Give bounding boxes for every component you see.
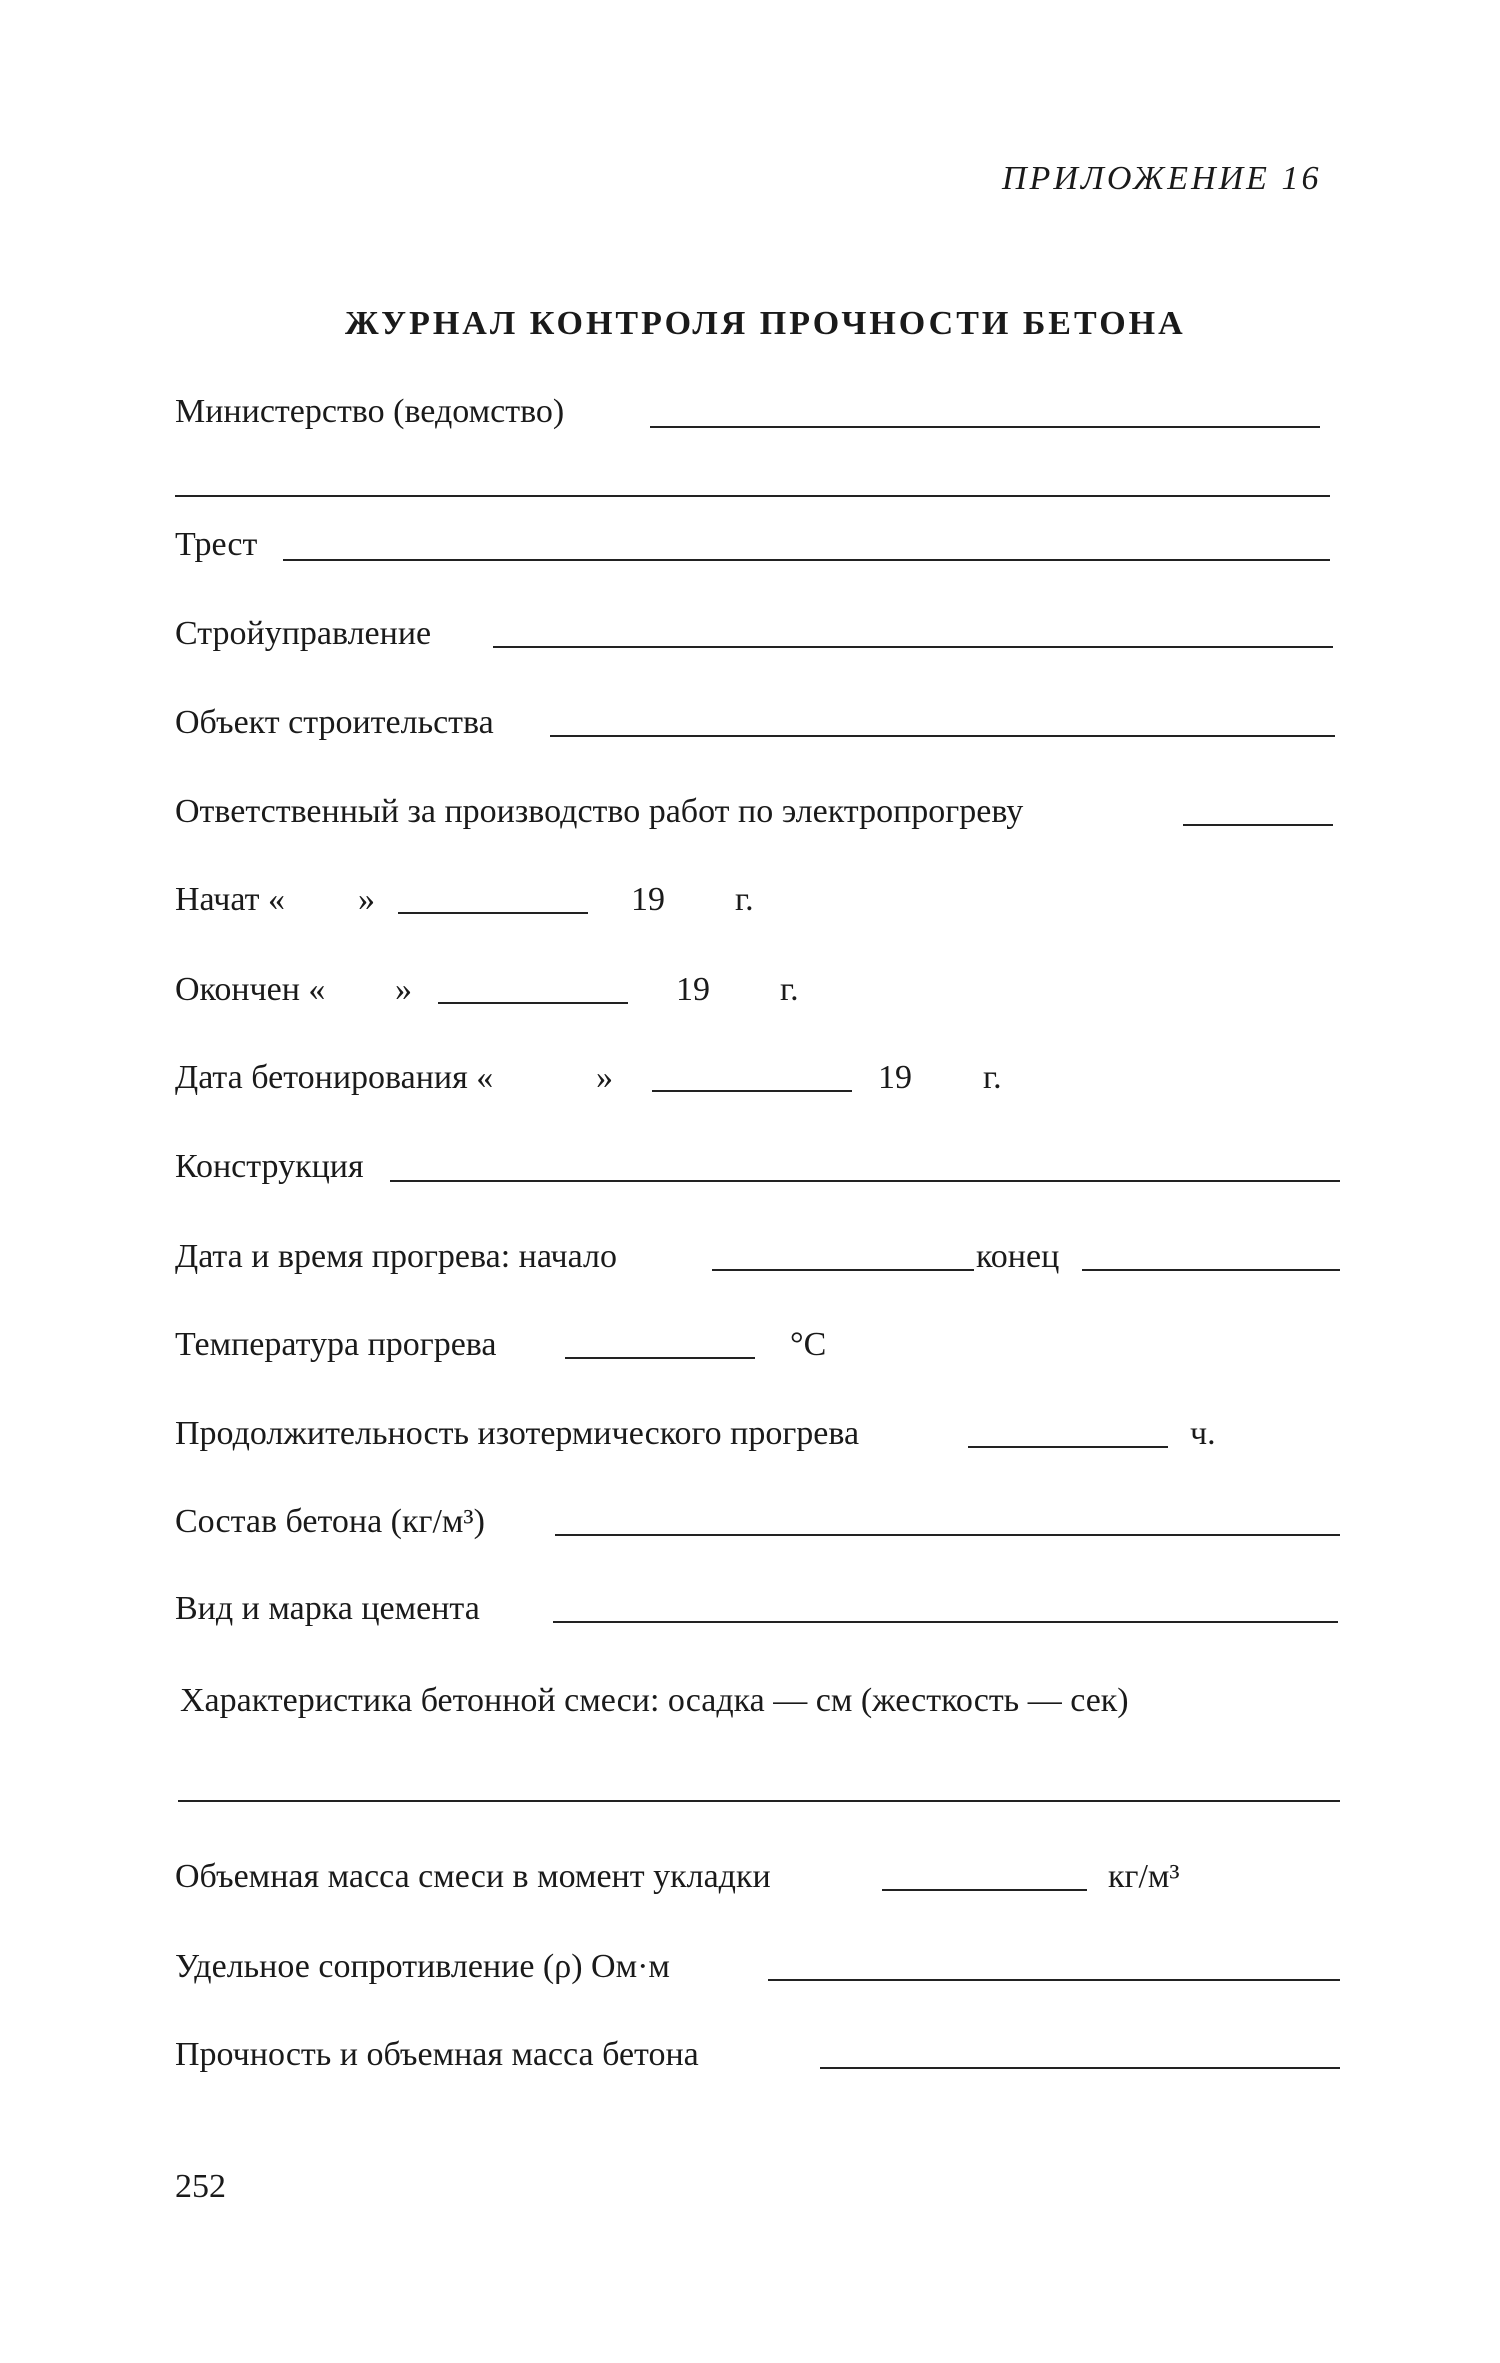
ministry-line-2[interactable] [175,495,1330,497]
heating-end-label: конец [976,1238,1060,1275]
object-line[interactable] [550,735,1335,737]
responsible-line[interactable] [1183,824,1333,826]
construction-dept-line[interactable] [493,646,1333,648]
concreting-quote-close: » [596,1059,613,1096]
heating-start-line[interactable] [712,1269,974,1271]
ministry-line[interactable] [650,426,1320,428]
finished-quote-close: » [395,971,412,1008]
ministry-label: Министерство (ведомство) [175,393,565,430]
strength-line[interactable] [820,2067,1340,2069]
cement-line[interactable] [553,1621,1338,1623]
heating-temp-line[interactable] [565,1357,755,1359]
heating-datetime-label: Дата и время прогрева: начало [175,1238,618,1275]
concreting-date-line[interactable] [652,1090,852,1092]
resistivity-label: Удельное сопротивление (ρ) Ом·м [175,1948,670,1985]
finished-year-suffix: г. [780,971,799,1008]
finished-line[interactable] [438,1002,628,1004]
structure-label: Конструкция [175,1148,364,1185]
mix-characteristics-line[interactable] [178,1800,1340,1802]
concrete-composition-line[interactable] [555,1534,1340,1536]
started-year-suffix: г. [735,881,754,918]
page-number: 252 [175,2168,226,2205]
concreting-year-prefix: 19 [878,1059,912,1096]
bulk-mass-label: Объемная масса смеси в момент укладки [175,1858,771,1895]
celsius-unit: °С [790,1326,827,1363]
concrete-composition-label: Состав бетона (кг/м³) [175,1503,485,1540]
started-quote-close: » [358,881,375,918]
bulk-mass-line[interactable] [882,1889,1087,1891]
started-label: Начат « [175,881,285,918]
kg-m3-unit: кг/м³ [1108,1858,1180,1895]
appendix-label: ПРИЛОЖЕНИЕ 16 [1002,160,1322,197]
started-line[interactable] [398,912,588,914]
structure-line[interactable] [390,1180,1340,1182]
heating-end-line[interactable] [1082,1269,1340,1271]
isothermal-duration-line[interactable] [968,1446,1168,1448]
mix-characteristics-label: Характеристика бетонной смеси: осадка — см (жесткость — сек) [180,1682,1129,1719]
strength-label: Прочность и объемная масса бетона [175,2036,699,2073]
cement-label: Вид и марка цемента [175,1590,480,1627]
page-title: ЖУРНАЛ КОНТРОЛЯ ПРОЧНОСТИ БЕТОНА [345,305,1186,342]
object-label: Объект строительства [175,704,494,741]
construction-dept-label: Стройуправление [175,615,432,652]
started-year-prefix: 19 [631,881,665,918]
trust-line[interactable] [283,559,1330,561]
finished-year-prefix: 19 [676,971,710,1008]
trust-label: Трест [175,526,258,563]
finished-label: Окончен « [175,971,326,1008]
isothermal-duration-label: Продолжительность изотермического прогрева [175,1415,860,1452]
resistivity-line[interactable] [768,1979,1340,1981]
hours-unit: ч. [1190,1415,1216,1452]
heating-temp-label: Температура прогрева [175,1326,497,1363]
responsible-label: Ответственный за производство работ по электропрогреву [175,793,1024,830]
concreting-year-suffix: г. [983,1059,1002,1096]
concreting-date-label: Дата бетонирования « [175,1059,494,1096]
